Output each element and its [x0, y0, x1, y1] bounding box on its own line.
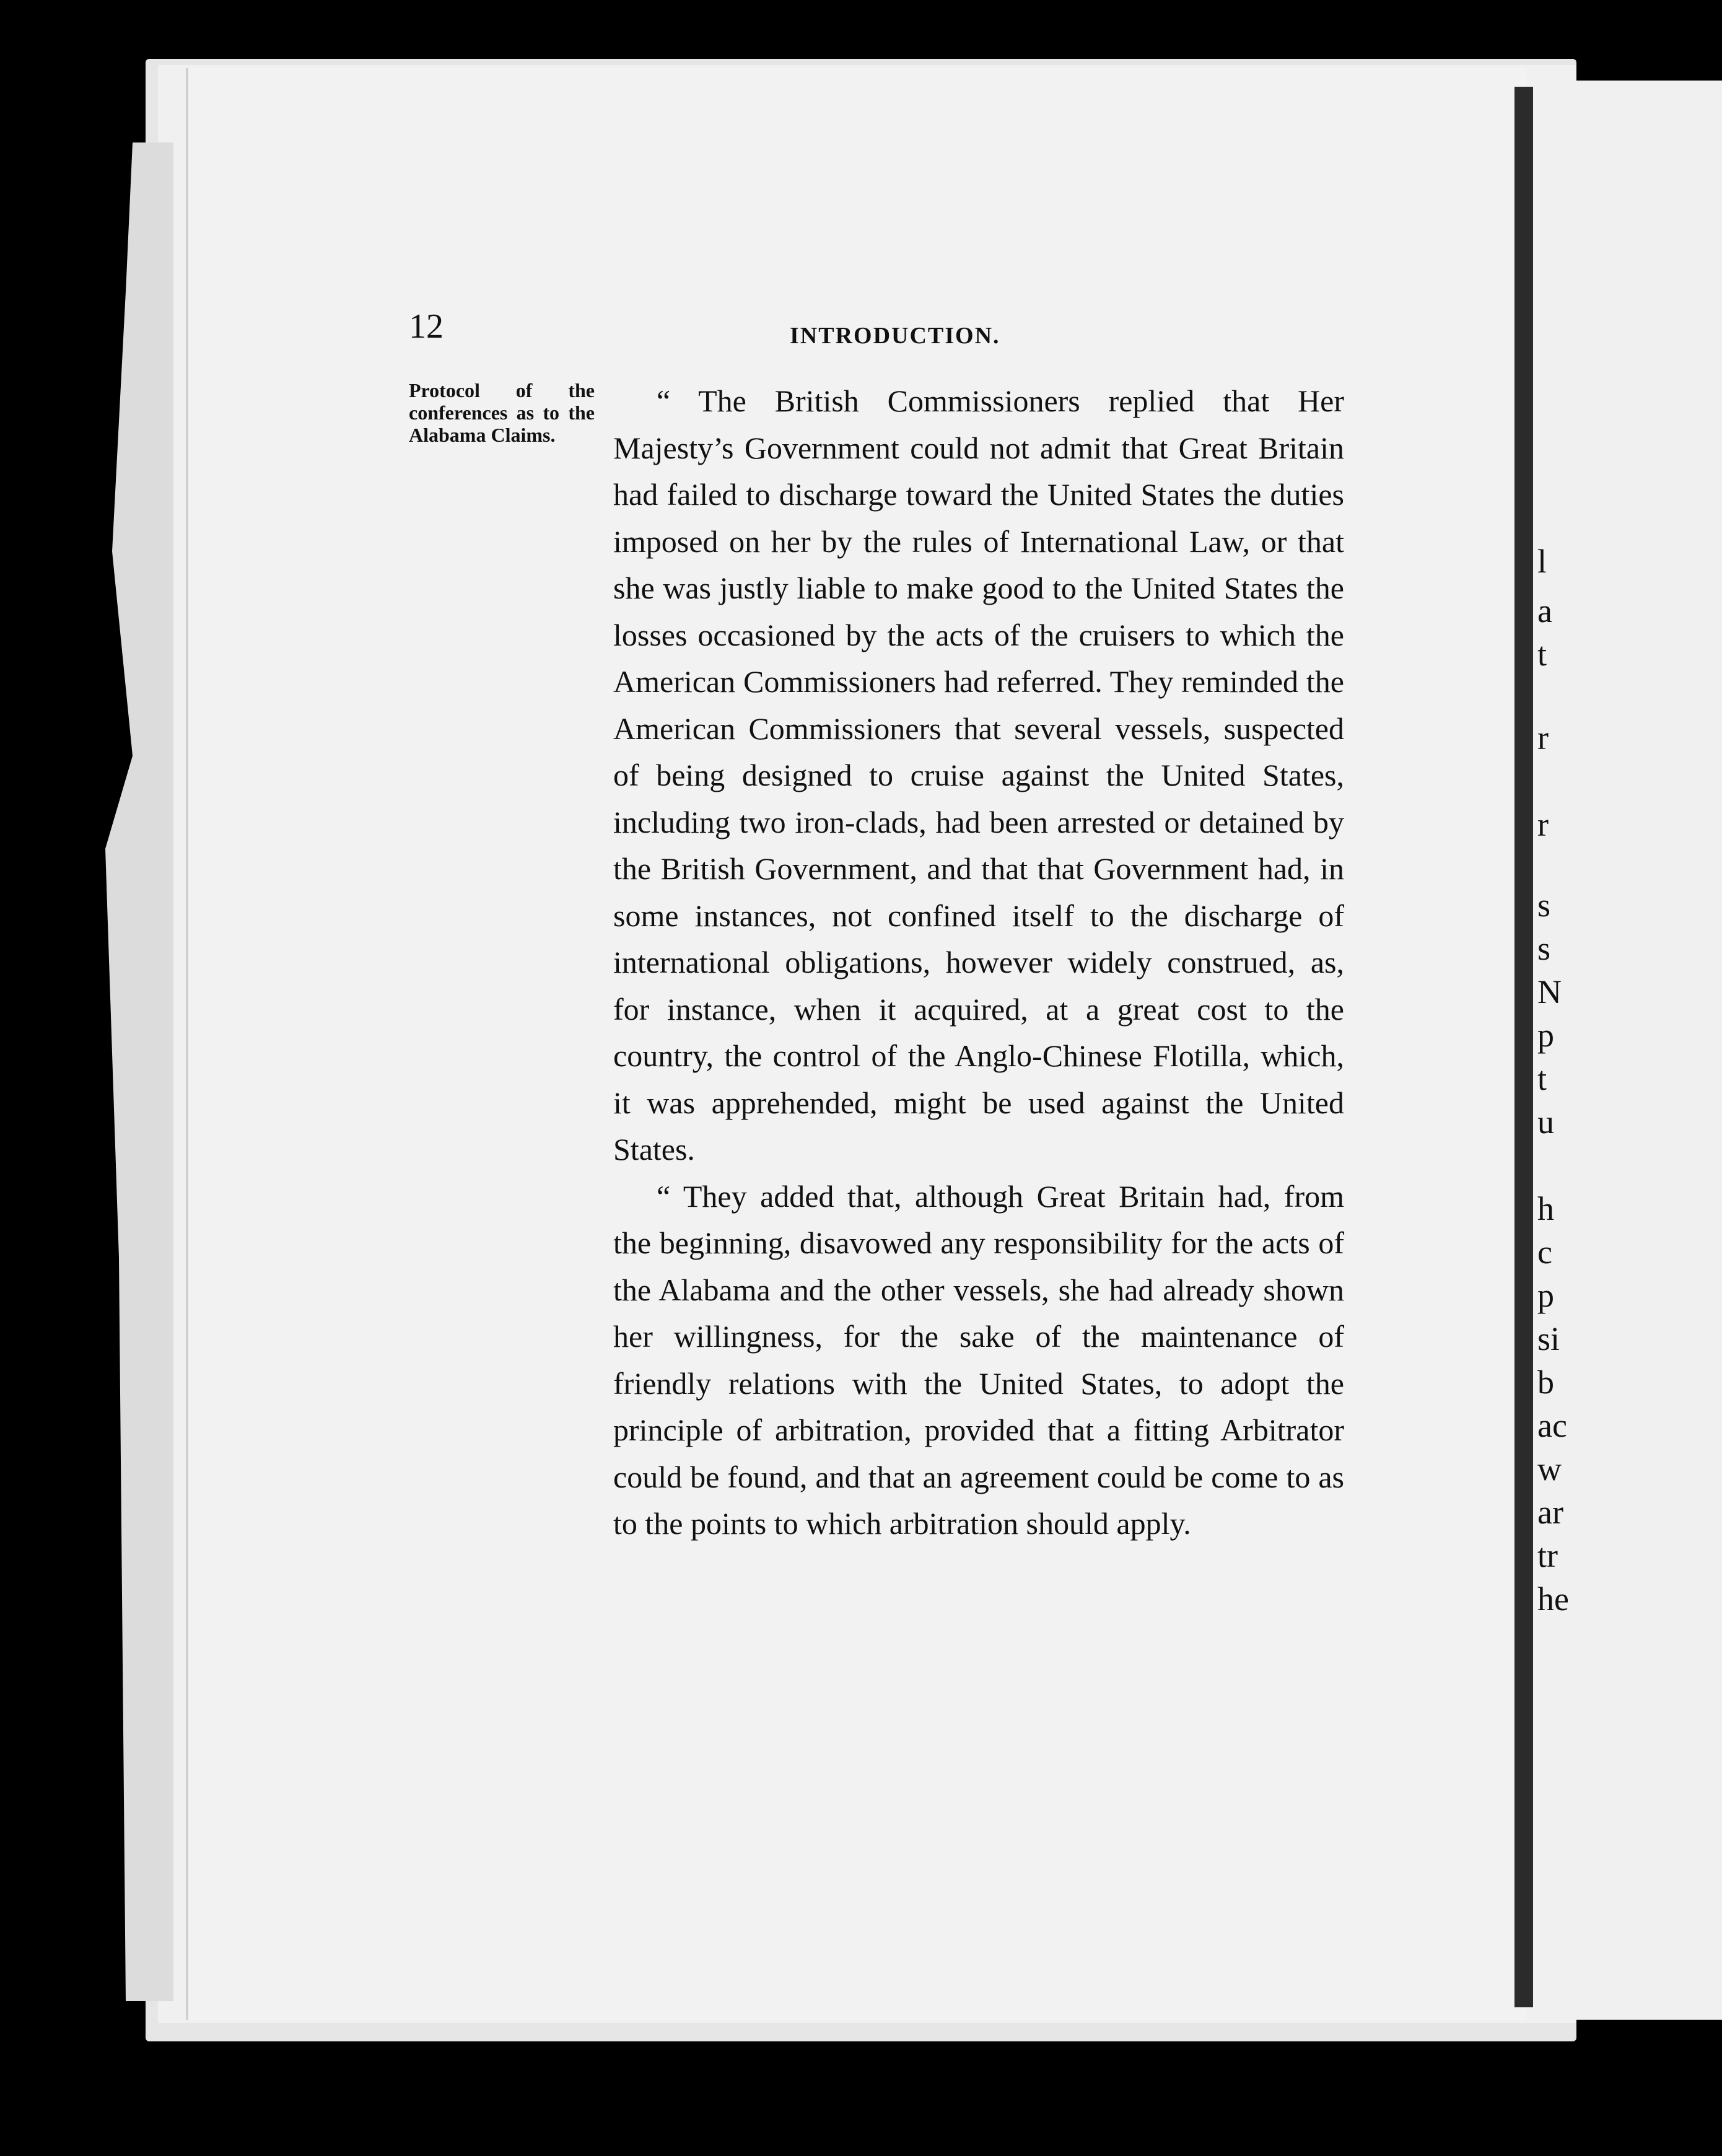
paragraph: “ The British Commissioners replied that Her Majesty’s Government could not admit that Great Britain had failed to discharge toward the United States the duties imposed on her by the rules of International Law, or that she was justly liable to make good to the United States the losses occasioned by the acts of the cruisers to which the American Commissioners had referred. They reminded the American Commissioners that several vessels, suspected of being designed to cruise against the United States, including two iron-clads, had been arrested or detained by the British Government, and that that Government had, in some instances, not confined itself to the discharge of international obligations, however widely construed, as, for instance, when it acquired, at a great cost to the country, the control of the Anglo-Chinese Flotilla, which, it was apprehended, might be used against the United States.	[613, 383, 1344, 1167]
page-number: 12	[409, 307, 444, 346]
facing-fragment: b	[1537, 1364, 1554, 1401]
facing-fragment: a	[1537, 592, 1552, 629]
facing-fragment: s	[1537, 887, 1551, 924]
facing-fragment: p	[1537, 1277, 1554, 1314]
facing-fragment: si	[1537, 1320, 1560, 1357]
facing-fragment: ar	[1537, 1494, 1563, 1531]
facing-fragment: s	[1537, 930, 1551, 967]
facing-fragment: c	[1537, 1234, 1552, 1271]
facing-page	[1536, 81, 1722, 2020]
paragraph: “ They added that, although Great Britain had, from the beginning, disavowed any responsibility for the acts of the Alabama and the other vessels, she had already shown her willingness, for the sake of the maintenance of friendly relations with the United States, to adopt the principle of arbitration, provided that a fitting Arbitrator could be found, and that an agreement could be come to as to the points to which arbitration should apply.	[613, 1178, 1344, 1541]
torn-page-edge	[105, 142, 173, 2001]
running-head: INTRODUCTION.	[790, 323, 1000, 349]
body-text	[613, 378, 1344, 1548]
facing-fragment: r	[1537, 806, 1549, 843]
book-spine	[1514, 87, 1533, 2007]
margin-note: Protocol of the conferences as to the Alabama Claims.	[409, 379, 595, 446]
facing-fragment: w	[1537, 1450, 1562, 1488]
facing-fragment: l	[1537, 543, 1547, 580]
facing-fragment: ac	[1537, 1407, 1567, 1444]
facing-fragment: t	[1537, 1060, 1547, 1097]
facing-fragment: t	[1537, 636, 1547, 673]
facing-fragment: r	[1537, 719, 1549, 756]
facing-fragment: u	[1537, 1103, 1554, 1141]
facing-fragment: he	[1537, 1580, 1569, 1618]
facing-fragment: N	[1537, 973, 1562, 1010]
facing-fragment: tr	[1537, 1537, 1558, 1574]
facing-fragment: h	[1537, 1190, 1554, 1227]
facing-fragment: p	[1537, 1017, 1554, 1054]
